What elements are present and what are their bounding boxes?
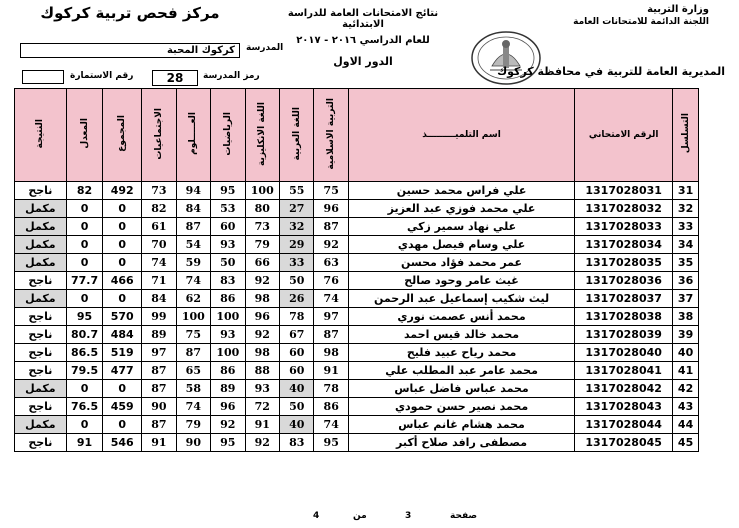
score-math: 93 xyxy=(211,236,245,254)
row-seq: 35 xyxy=(673,254,699,272)
score-science: 54 xyxy=(176,236,210,254)
score-social: 71 xyxy=(142,272,176,290)
table-row xyxy=(15,182,699,200)
row-student-name: محمد خالد قيس احمد xyxy=(348,326,574,344)
score-science: 58 xyxy=(176,380,210,398)
row-seq: 44 xyxy=(673,416,699,434)
table-row xyxy=(15,218,699,236)
report-header xyxy=(0,0,739,88)
row-exam-no: 1317028035 xyxy=(575,254,673,272)
score-islamic: 91 xyxy=(314,362,348,380)
score-islamic: 97 xyxy=(314,308,348,326)
row-exam-no: 1317028041 xyxy=(575,362,673,380)
row-exam-no: 1317028032 xyxy=(575,200,673,218)
col-science: العـــــلوم xyxy=(176,89,210,182)
row-exam-no: 1317028034 xyxy=(575,236,673,254)
table-row xyxy=(15,308,699,326)
score-math: 86 xyxy=(211,290,245,308)
row-average: 0 xyxy=(66,290,103,308)
score-social: 73 xyxy=(142,182,176,200)
row-total: 0 xyxy=(103,290,142,308)
score-english: 92 xyxy=(245,326,279,344)
row-result: ناجح xyxy=(15,434,67,452)
row-exam-no: 1317028044 xyxy=(575,416,673,434)
row-student-name: علي محمد فوزي عبد العزيز xyxy=(348,200,574,218)
row-student-name: علي نهاد سمير زكي xyxy=(348,218,574,236)
row-total: 0 xyxy=(103,218,142,236)
table-row xyxy=(15,398,699,416)
row-student-name: محمد رياح عبيد فليح xyxy=(348,344,574,362)
row-total: 484 xyxy=(103,326,142,344)
row-exam-no: 1317028037 xyxy=(575,290,673,308)
row-average: 77.7 xyxy=(66,272,103,290)
score-arabic: 29 xyxy=(280,236,314,254)
row-result: ناجح xyxy=(15,272,67,290)
row-total: 459 xyxy=(103,398,142,416)
score-arabic: 60 xyxy=(280,344,314,362)
row-exam-no: 1317028043 xyxy=(575,398,673,416)
page-label: صفحة xyxy=(450,511,478,521)
form-number-label: رقم الاستمارة xyxy=(70,71,134,81)
score-islamic: 75 xyxy=(314,182,348,200)
score-arabic: 26 xyxy=(280,290,314,308)
score-social: 82 xyxy=(142,200,176,218)
row-average: 82 xyxy=(66,182,103,200)
committee-name: اللجنة الدائمة للامتحانات العامة xyxy=(573,17,709,27)
row-average: 79.5 xyxy=(66,362,103,380)
score-social: 70 xyxy=(142,236,176,254)
score-social: 87 xyxy=(142,416,176,434)
row-seq: 40 xyxy=(673,344,699,362)
row-average: 0 xyxy=(66,200,103,218)
score-arabic: 27 xyxy=(280,200,314,218)
results-title: نتائج الامتحانات العامة للدراسة الابتدائية xyxy=(287,8,439,30)
results-table xyxy=(14,88,699,452)
table-row xyxy=(15,236,699,254)
page-number: 3 xyxy=(405,511,412,521)
row-total: 0 xyxy=(103,416,142,434)
row-result: ناجح xyxy=(15,326,67,344)
score-english: 96 xyxy=(245,308,279,326)
row-average: 0 xyxy=(66,416,103,434)
school-label: المدرسة xyxy=(246,43,284,53)
score-arabic: 83 xyxy=(280,434,314,452)
score-islamic: 95 xyxy=(314,434,348,452)
score-islamic: 63 xyxy=(314,254,348,272)
col-average: المعدل xyxy=(66,89,103,182)
score-science: 79 xyxy=(176,416,210,434)
score-islamic: 78 xyxy=(314,380,348,398)
score-english: 92 xyxy=(245,434,279,452)
center-name: مركز فحص تربية كركوك xyxy=(40,4,220,22)
row-result: مكمل xyxy=(15,200,67,218)
row-seq: 41 xyxy=(673,362,699,380)
col-name: اسم التلميـــــــــذ xyxy=(348,89,574,182)
score-science: 90 xyxy=(176,434,210,452)
score-math: 86 xyxy=(211,362,245,380)
table-row xyxy=(15,290,699,308)
score-english: 88 xyxy=(245,362,279,380)
score-social: 87 xyxy=(142,362,176,380)
col-english: اللغة الانكليزية xyxy=(245,89,279,182)
row-total: 546 xyxy=(103,434,142,452)
col-islamic: التربية الاسلامية xyxy=(314,89,348,182)
school-code-field: 28 xyxy=(152,70,198,86)
row-student-name: محمد هشام غانم عباس xyxy=(348,416,574,434)
score-social: 90 xyxy=(142,398,176,416)
row-total: 0 xyxy=(103,380,142,398)
exam-round: الدور الاول xyxy=(333,55,393,68)
score-arabic: 40 xyxy=(280,416,314,434)
score-math: 96 xyxy=(211,398,245,416)
score-arabic: 50 xyxy=(280,272,314,290)
row-exam-no: 1317028036 xyxy=(575,272,673,290)
score-arabic: 67 xyxy=(280,326,314,344)
table-row xyxy=(15,200,699,218)
score-islamic: 87 xyxy=(314,218,348,236)
row-total: 0 xyxy=(103,254,142,272)
score-english: 72 xyxy=(245,398,279,416)
row-seq: 42 xyxy=(673,380,699,398)
score-science: 59 xyxy=(176,254,210,272)
table-row xyxy=(15,380,699,398)
row-seq: 45 xyxy=(673,434,699,452)
row-average: 80.7 xyxy=(66,326,103,344)
score-math: 50 xyxy=(211,254,245,272)
row-seq: 31 xyxy=(673,182,699,200)
row-average: 0 xyxy=(66,380,103,398)
of-label: من xyxy=(353,511,367,521)
score-science: 87 xyxy=(176,344,210,362)
score-islamic: 98 xyxy=(314,344,348,362)
table-row xyxy=(15,362,699,380)
score-arabic: 55 xyxy=(280,182,314,200)
score-math: 60 xyxy=(211,218,245,236)
score-math: 100 xyxy=(211,308,245,326)
score-science: 100 xyxy=(176,308,210,326)
row-exam-no: 1317028042 xyxy=(575,380,673,398)
score-social: 74 xyxy=(142,254,176,272)
row-exam-no: 1317028033 xyxy=(575,218,673,236)
score-math: 83 xyxy=(211,272,245,290)
score-math: 95 xyxy=(211,434,245,452)
score-english: 93 xyxy=(245,380,279,398)
score-social: 99 xyxy=(142,308,176,326)
col-seq: التسلسل xyxy=(673,89,699,182)
score-english: 91 xyxy=(245,416,279,434)
row-exam-no: 1317028040 xyxy=(575,344,673,362)
score-english: 98 xyxy=(245,344,279,362)
row-average: 0 xyxy=(66,236,103,254)
table-header-row xyxy=(15,89,699,182)
score-english: 79 xyxy=(245,236,279,254)
score-arabic: 60 xyxy=(280,362,314,380)
score-science: 75 xyxy=(176,326,210,344)
score-science: 62 xyxy=(176,290,210,308)
score-islamic: 92 xyxy=(314,236,348,254)
row-total: 477 xyxy=(103,362,142,380)
row-average: 0 xyxy=(66,254,103,272)
score-math: 100 xyxy=(211,344,245,362)
score-english: 100 xyxy=(245,182,279,200)
row-student-name: محمد نصير حسن حمودي xyxy=(348,398,574,416)
score-english: 80 xyxy=(245,200,279,218)
school-name-field: كركوك المحبة xyxy=(20,43,240,58)
row-student-name: عمر محمد فؤاد محسن xyxy=(348,254,574,272)
row-student-name: ليث شكيب إسماعيل عبد الرحمن xyxy=(348,290,574,308)
col-total: المجموع xyxy=(103,89,142,182)
score-arabic: 50 xyxy=(280,398,314,416)
score-islamic: 96 xyxy=(314,200,348,218)
school-code-label: رمز المدرسة xyxy=(203,71,260,81)
row-student-name: محمد عامر عبد المطلب علي xyxy=(348,362,574,380)
score-arabic: 33 xyxy=(280,254,314,272)
row-seq: 43 xyxy=(673,398,699,416)
table-row xyxy=(15,272,699,290)
col-math: الرياضيات xyxy=(211,89,245,182)
row-result: ناجح xyxy=(15,344,67,362)
form-number-field xyxy=(22,70,64,84)
row-exam-no: 1317028045 xyxy=(575,434,673,452)
score-math: 93 xyxy=(211,326,245,344)
row-student-name: علي وسام فيصل مهدي xyxy=(348,236,574,254)
row-seq: 36 xyxy=(673,272,699,290)
score-social: 91 xyxy=(142,434,176,452)
directorate-name: المديرية العامة للتربية في محافظة كركوك xyxy=(497,65,725,78)
row-average: 91 xyxy=(66,434,103,452)
ministry-name: وزارة التربية xyxy=(647,4,709,15)
row-exam-no: 1317028038 xyxy=(575,308,673,326)
row-result: ناجح xyxy=(15,308,67,326)
row-result: مكمل xyxy=(15,254,67,272)
row-total: 519 xyxy=(103,344,142,362)
row-seq: 33 xyxy=(673,218,699,236)
row-average: 0 xyxy=(66,218,103,236)
row-result: مكمل xyxy=(15,218,67,236)
row-average: 95 xyxy=(66,308,103,326)
score-math: 92 xyxy=(211,416,245,434)
score-social: 89 xyxy=(142,326,176,344)
row-total: 492 xyxy=(103,182,142,200)
row-result: مكمل xyxy=(15,416,67,434)
score-social: 97 xyxy=(142,344,176,362)
score-social: 61 xyxy=(142,218,176,236)
row-result: مكمل xyxy=(15,380,67,398)
score-science: 94 xyxy=(176,182,210,200)
score-arabic: 40 xyxy=(280,380,314,398)
score-english: 73 xyxy=(245,218,279,236)
row-exam-no: 1317028039 xyxy=(575,326,673,344)
row-student-name: غيث عامر وحود صالح xyxy=(348,272,574,290)
col-exam-no: الرقم الامتحاني xyxy=(575,89,673,182)
score-science: 74 xyxy=(176,398,210,416)
row-total: 466 xyxy=(103,272,142,290)
row-result: ناجح xyxy=(15,182,67,200)
score-social: 87 xyxy=(142,380,176,398)
row-seq: 32 xyxy=(673,200,699,218)
score-science: 87 xyxy=(176,218,210,236)
score-arabic: 78 xyxy=(280,308,314,326)
academic-year: للعام الدراسي ٢٠١٦ - ٢٠١٧ xyxy=(296,35,430,46)
score-english: 66 xyxy=(245,254,279,272)
score-islamic: 74 xyxy=(314,290,348,308)
table-row xyxy=(15,254,699,272)
col-social: الاجتماعيات xyxy=(142,89,176,182)
row-student-name: محمد أنس عصمت نوري xyxy=(348,308,574,326)
row-average: 86.5 xyxy=(66,344,103,362)
page-footer xyxy=(0,510,739,526)
score-math: 95 xyxy=(211,182,245,200)
row-seq: 37 xyxy=(673,290,699,308)
row-total: 0 xyxy=(103,200,142,218)
total-pages: 4 xyxy=(313,511,320,521)
score-math: 53 xyxy=(211,200,245,218)
score-islamic: 86 xyxy=(314,398,348,416)
row-average: 76.5 xyxy=(66,398,103,416)
table-row xyxy=(15,326,699,344)
score-islamic: 74 xyxy=(314,416,348,434)
row-total: 570 xyxy=(103,308,142,326)
row-student-name: علي فراس محمد حسين xyxy=(348,182,574,200)
row-exam-no: 1317028031 xyxy=(575,182,673,200)
score-math: 89 xyxy=(211,380,245,398)
table-row xyxy=(15,434,699,452)
row-result: مكمل xyxy=(15,236,67,254)
table-row xyxy=(15,344,699,362)
score-science: 84 xyxy=(176,200,210,218)
table-row xyxy=(15,416,699,434)
score-science: 74 xyxy=(176,272,210,290)
score-science: 65 xyxy=(176,362,210,380)
row-result: مكمل xyxy=(15,290,67,308)
row-result: ناجح xyxy=(15,398,67,416)
score-islamic: 76 xyxy=(314,272,348,290)
row-seq: 39 xyxy=(673,326,699,344)
row-student-name: مصطفى رافد صلاح أكبر xyxy=(348,434,574,452)
score-english: 98 xyxy=(245,290,279,308)
row-student-name: محمد عباس فاضل عباس xyxy=(348,380,574,398)
row-total: 0 xyxy=(103,236,142,254)
col-arabic: اللغة العربية xyxy=(280,89,314,182)
row-seq: 38 xyxy=(673,308,699,326)
score-english: 92 xyxy=(245,272,279,290)
score-arabic: 32 xyxy=(280,218,314,236)
row-seq: 34 xyxy=(673,236,699,254)
score-islamic: 87 xyxy=(314,326,348,344)
score-social: 84 xyxy=(142,290,176,308)
row-result: ناجح xyxy=(15,362,67,380)
col-result: النتيجة xyxy=(15,89,67,182)
